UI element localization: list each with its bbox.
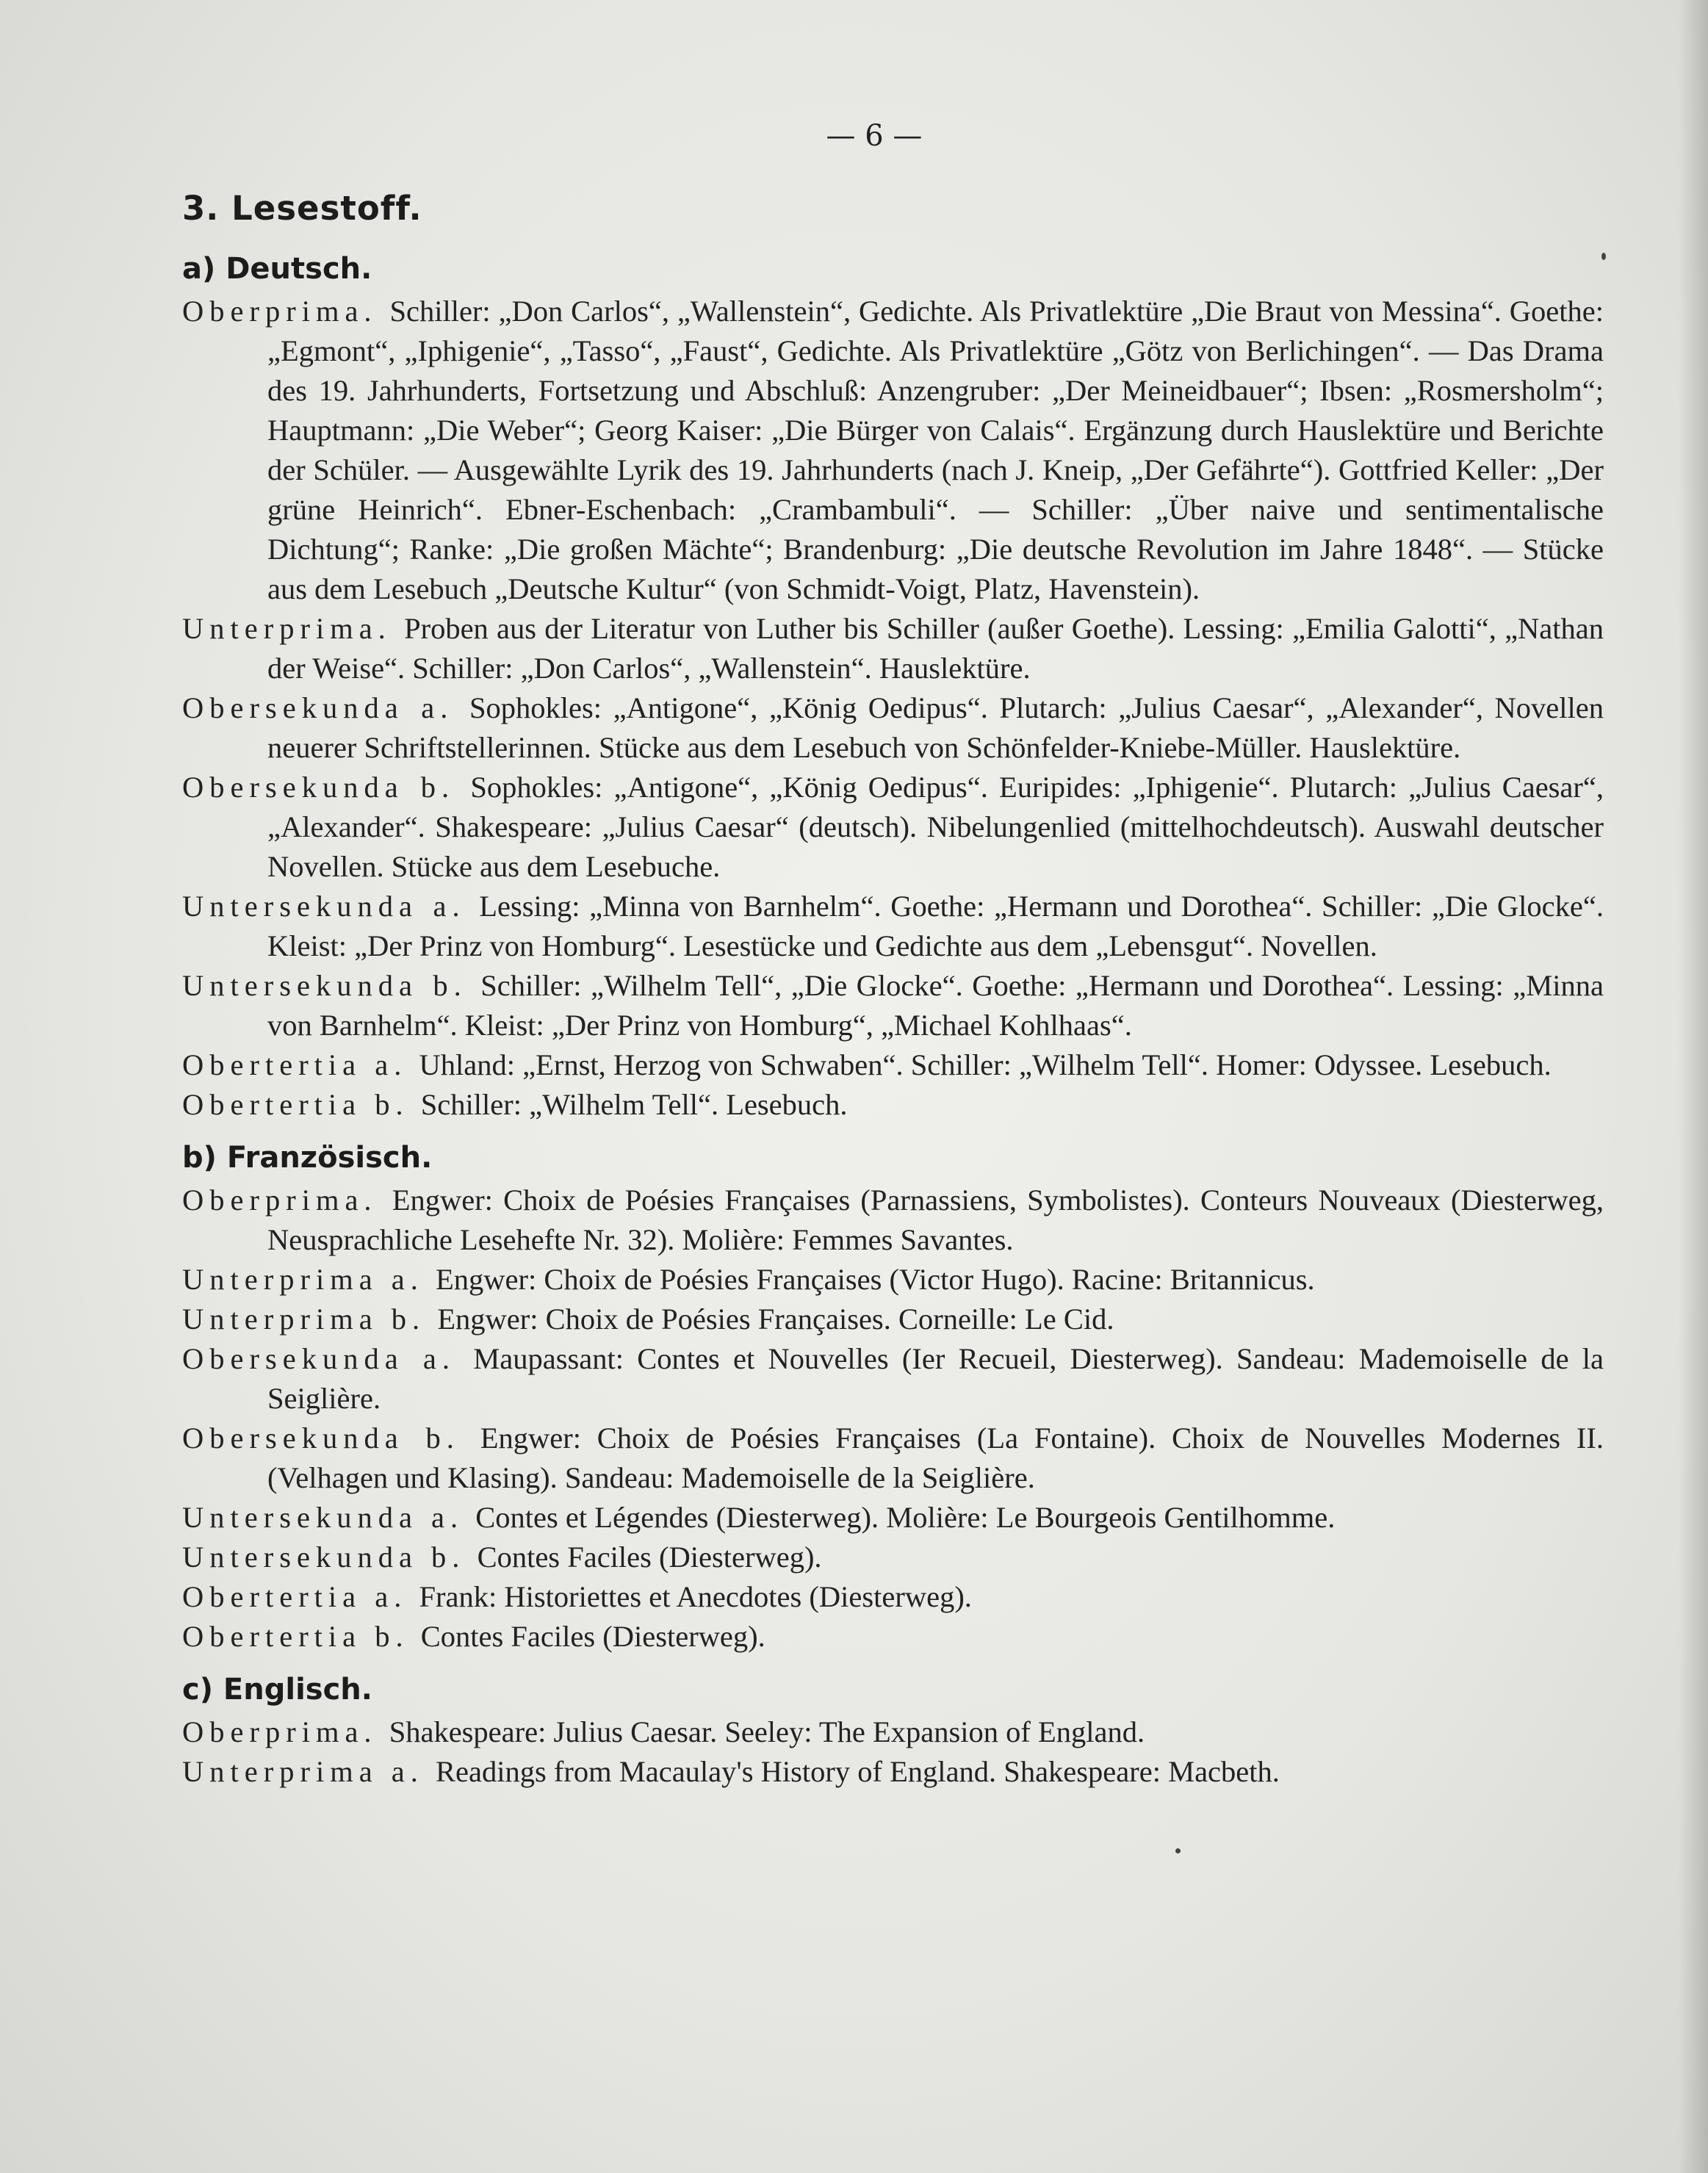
subsection-title-deutsch: a) Deutsch. (182, 252, 372, 286)
reading-entry (182, 1577, 1604, 1617)
class-name: Obertertia a. (182, 1048, 408, 1081)
class-name: Obertertia b. (182, 1088, 409, 1121)
entry-text: Engwer: Choix de Poésies Françaises (Victor Hugo). Racine: Britannicus. (436, 1263, 1315, 1296)
reading-entry (182, 1045, 1604, 1085)
reading-entry (182, 1181, 1604, 1260)
entry-text: Engwer: Choix de Poésies Françaises. Corneille: Le Cid. (437, 1302, 1114, 1336)
class-name: Untersekunda a. (182, 1501, 464, 1534)
subsection-title-englisch: c) Englisch. (182, 1673, 372, 1707)
class-name: Unterprima. (182, 612, 392, 645)
page-edge-shadow (1679, 0, 1708, 2173)
entry-text: Engwer: Choix de Poésies Françaises (La Fontaine). Choix de Nouvelles Modernes II. (Velhagen und Klasing). Sandeau: Mademoiselle de la Seiglière. (267, 1421, 1604, 1494)
entry-text: Schiller: „Wilhelm Tell“, „Die Glocke“. Goethe: „Hermann und Dorothea“. Lessing: „Minna von Barnhelm“. Kleist: „Der Prinz von Homburg“, „Michael Kohlhaas“. (267, 969, 1604, 1042)
section-title: 3. Lesestoff. (182, 189, 422, 228)
subsection-title-franzoesisch: b) Französisch. (182, 1141, 433, 1175)
class-name: Oberprima. (182, 1183, 378, 1217)
reading-entry (182, 1538, 1604, 1577)
class-name: Oberprima. (182, 295, 378, 328)
entry-text: Shakespeare: Julius Caesar. Seeley: The Expansion of England. (389, 1715, 1145, 1748)
entry-text: Contes et Légendes (Diesterweg). Molière: Le Bourgeois Gentilhomme. (475, 1501, 1336, 1534)
franzoesisch-entries (182, 1181, 1604, 1657)
entry-text: Engwer: Choix de Poésies Françaises (Parnassiens, Symbolistes). Conteurs Nouveaux (Diesterweg, Neusprachliche Lesehefte Nr. 32). Molière: Femmes Savantes. (267, 1183, 1604, 1256)
reading-entry (182, 966, 1604, 1045)
class-name: Oberprima. (182, 1715, 378, 1748)
class-name: Obertertia b. (182, 1620, 409, 1653)
deutsch-entries (182, 292, 1604, 1125)
entry-text: Schiller: „Don Carlos“, „Wallenstein“, Gedichte. Als Privatlektüre „Die Braut von Messina“. Goethe: „Egmont“, „Iphigenie“, „Tasso“, „Faust“, Gedichte. Als Privatlektüre „Götz von Berlichingen“. — Das Drama des 19. Jahrhunderts, Fortsetzung und Abschluß: Anzengruber: „Der Meineidbauer“; Ibsen: „Rosmersholm“; Hauptmann: „Die Weber“; Georg Kaiser: „Die Bürger von Calais“. Ergänzung durch Hauslektüre und Berichte der Schüler. — Ausgewählte Lyrik des 19. Jahrhunderts (nach J. Kneip, „Der Gefährte“). Gottfried Keller: „Der grüne Heinrich“. Ebner-Eschenbach: „Crambambuli“. — Schiller: „Über naive und sentimentalische Dichtung“; Ranke: „Die großen Mächte“; Brandenburg: „Die deutsche Revolution im Jahre 1848“. — Stücke aus dem Lesebuch „Deutsche Kultur“ (von Schmidt-Voigt, Platz, Havenstein). (267, 295, 1604, 605)
reading-entry (182, 887, 1604, 966)
ink-speck (1601, 253, 1606, 260)
englisch-entries (182, 1712, 1604, 1792)
reading-entry (182, 688, 1604, 768)
class-name: Obersekunda a. (182, 1342, 456, 1375)
reading-entry (182, 292, 1604, 609)
entry-text: Contes Faciles (Diesterweg). (420, 1620, 765, 1653)
entry-text: Schiller: „Wilhelm Tell“. Lesebuch. (420, 1088, 848, 1121)
class-name: Untersekunda a. (182, 890, 466, 923)
class-name: Untersekunda b. (182, 969, 467, 1002)
reading-entry (182, 1712, 1604, 1752)
entry-text: Sophokles: „Antigone“, „König Oedipus“. Plutarch: „Julius Caesar“, „Alexander“, Novellen neuerer Schriftstellerinnen. Stücke aus dem Lesebuch von Schönfelder-Kniebe-Müller. Hauslektüre. (267, 691, 1604, 764)
class-name: Obersekunda b. (182, 1421, 460, 1455)
reading-entry (182, 768, 1604, 887)
reading-entry (182, 609, 1604, 688)
reading-entry (182, 1260, 1604, 1300)
entry-text: Frank: Historiettes et Anecdotes (Diesterweg). (419, 1580, 972, 1613)
page-number: — 6 — (826, 119, 923, 153)
entry-text: Contes Faciles (Diesterweg). (477, 1540, 822, 1574)
class-name: Unterprima b. (182, 1302, 426, 1336)
reading-entry (182, 1617, 1604, 1657)
class-name: Unterprima a. (182, 1263, 424, 1296)
entry-text: Maupassant: Contes et Nouvelles (Ier Recueil, Diesterweg). Sandeau: Mademoiselle de la Seiglière. (267, 1342, 1604, 1415)
reading-entry (182, 1339, 1604, 1419)
ink-speck (1175, 1848, 1181, 1853)
class-name: Untersekunda b. (182, 1540, 466, 1574)
page-content (182, 187, 1604, 1796)
entry-text: Uhland: „Ernst, Herzog von Schwaben“. Schiller: „Wilhelm Tell“. Homer: Odyssee. Lesebuch. (419, 1048, 1552, 1081)
entry-text: Proben aus der Literatur von Luther bis Schiller (außer Goethe). Lessing: „Emilia Galotti“, „Nathan der Weise“. Schiller: „Don Carlos“, „Wallenstein“. Hauslektüre. (267, 612, 1604, 685)
class-name: Obersekunda a. (182, 691, 454, 724)
entry-text: Sophokles: „Antigone“, „König Oedipus“. Euripides: „Iphigenie“. Plutarch: „Julius Caesar“, „Alexander“. Shakespeare: „Julius Caesar“ (deutsch). Nibelungenlied (mittelhochdeutsch). Auswahl deutscher Novellen. Stücke aus dem Lesebuche. (267, 771, 1604, 883)
reading-entry (182, 1419, 1604, 1498)
class-name: Obertertia a. (182, 1580, 408, 1613)
reading-entry (182, 1300, 1604, 1339)
class-name: Unterprima a. (182, 1755, 424, 1788)
entry-text: Readings from Macaulay's History of England. Shakespeare: Macbeth. (436, 1755, 1280, 1788)
entry-text: Lessing: „Minna von Barnhelm“. Goethe: „Hermann und Dorothea“. Schiller: „Die Glocke“. Kleist: „Der Prinz von Homburg“. Lesestücke und Gedichte aus dem „Lebensgut“. Novellen. (267, 890, 1604, 962)
reading-entry (182, 1085, 1604, 1125)
class-name: Obersekunda b. (182, 771, 455, 804)
reading-entry (182, 1498, 1604, 1538)
reading-entry (182, 1752, 1604, 1792)
